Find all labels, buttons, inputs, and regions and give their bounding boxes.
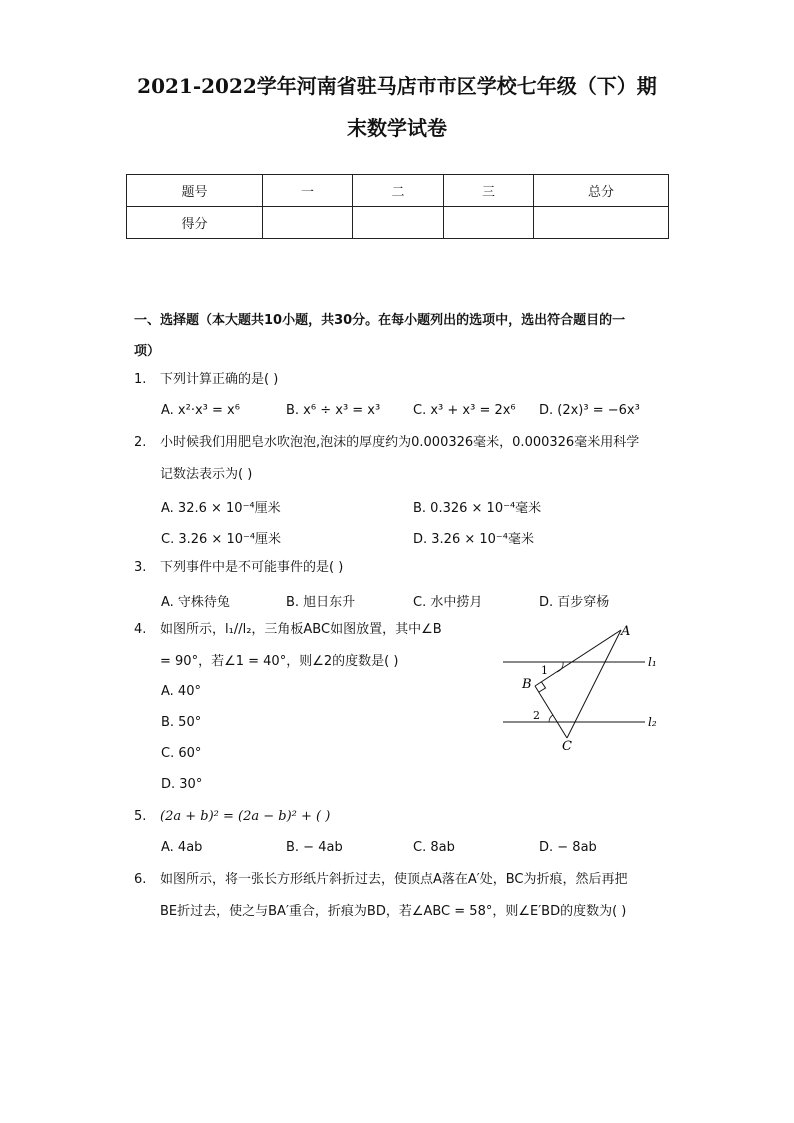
option-d: D. (2x)³ = −6x³ — [539, 403, 640, 418]
parallel-lines-triangle-figure — [495, 615, 665, 760]
question-stem-line2: BE折过去，使之与BA′重合，折痕为BD，若∠ABC = 58°，则∠E′BD的度数为( ) — [160, 904, 627, 919]
label-c: C — [562, 739, 572, 754]
score-row-label: 得分 — [127, 207, 263, 239]
question-number: 2. — [134, 435, 147, 450]
option-a: A. 守株待兔 — [161, 595, 230, 610]
option-c: C. 3.26 × 10⁻⁴厘米 — [161, 532, 282, 547]
option-a: A. 32.6 × 10⁻⁴厘米 — [161, 501, 281, 516]
option-b: B. 50° — [161, 715, 202, 730]
label-a: A — [621, 624, 631, 639]
side-ab — [535, 630, 621, 686]
option-d: D. 30° — [161, 777, 203, 792]
label-angle-1: 1 — [541, 664, 548, 677]
score-table-header-row — [127, 175, 669, 207]
option-b: B. x⁶ ÷ x³ = x³ — [286, 403, 381, 418]
label-b: B — [522, 677, 532, 692]
option-d: D. − 8ab — [539, 840, 597, 855]
score-cell-empty — [444, 207, 534, 239]
score-header-cell: 题号 — [127, 175, 263, 207]
option-a: A. 40° — [161, 684, 201, 699]
option-b: B. 旭日东升 — [286, 595, 356, 610]
option-a: A. x²·x³ = x⁶ — [161, 403, 240, 418]
option-d: D. 百步穿杨 — [539, 595, 610, 610]
section-heading-line2: 项） — [134, 344, 161, 359]
question-number: 5. — [134, 809, 147, 824]
option-b: B. − 4ab — [286, 840, 343, 855]
score-cell-empty — [263, 207, 353, 239]
score-header-cell: 三 — [444, 175, 534, 207]
option-a: A. 4ab — [161, 840, 203, 855]
question-stem-line1: 如图所示，l₁//l₂，三角板ABC如图放置，其中∠B — [160, 622, 442, 637]
option-c: C. 水中捞月 — [413, 595, 483, 610]
score-header-cell: 一 — [263, 175, 353, 207]
exam-title-line1: 2021-2022学年河南省驻马店市市区学校七年级（下）期 — [137, 74, 657, 98]
score-cell-empty — [534, 207, 669, 239]
exam-title-line2: 末数学试卷 — [347, 116, 447, 140]
question-stem-line2: = 90°，若∠1 = 40°，则∠2的度数是( ) — [160, 654, 399, 669]
question-stem-line1: 小时候我们用肥皂水吹泡泡,泡沫的厚度约为0.000326毫米，0.000326毫米用科学 — [160, 435, 640, 450]
question-stem-line1: 如图所示，将一张长方形纸片斜折过去，使顶点A落在A′处，BC为折痕，然后再把 — [160, 872, 628, 887]
option-c: C. 8ab — [413, 840, 455, 855]
option-b: B. 0.326 × 10⁻⁴毫米 — [413, 501, 542, 516]
question-number: 3. — [134, 560, 147, 575]
option-c: C. 60° — [161, 746, 202, 761]
question-stem: (2a + b)² = (2a − b)² + ( ) — [160, 809, 331, 824]
section-heading — [134, 305, 664, 367]
option-d: D. 3.26 × 10⁻⁴毫米 — [413, 532, 534, 547]
question-stem: 下列计算正确的是( ) — [160, 372, 279, 387]
score-header-cell: 二 — [353, 175, 444, 207]
score-cell-empty — [353, 207, 444, 239]
question-stem-line2: 记数法表示为( ) — [160, 467, 253, 482]
score-table — [126, 174, 669, 239]
angle-2-arc — [549, 715, 553, 722]
score-table-score-row — [127, 207, 669, 239]
question-number: 1. — [134, 372, 147, 387]
right-angle-marker — [539, 682, 546, 692]
label-angle-2: 2 — [533, 709, 540, 722]
option-c: C. x³ + x³ = 2x⁶ — [413, 403, 516, 418]
question-stem: 下列事件中是不可能事件的是( ) — [160, 560, 344, 575]
score-header-cell: 总分 — [534, 175, 669, 207]
question-number: 6. — [134, 872, 147, 887]
label-l2: l₂ — [648, 715, 657, 729]
question-number: 4. — [134, 622, 147, 637]
section-heading-line1: 一、选择题（本大题共10小题，共30分。在每小题列出的选项中，选出符合题目的一 — [134, 313, 626, 328]
label-l1: l₁ — [648, 655, 657, 669]
